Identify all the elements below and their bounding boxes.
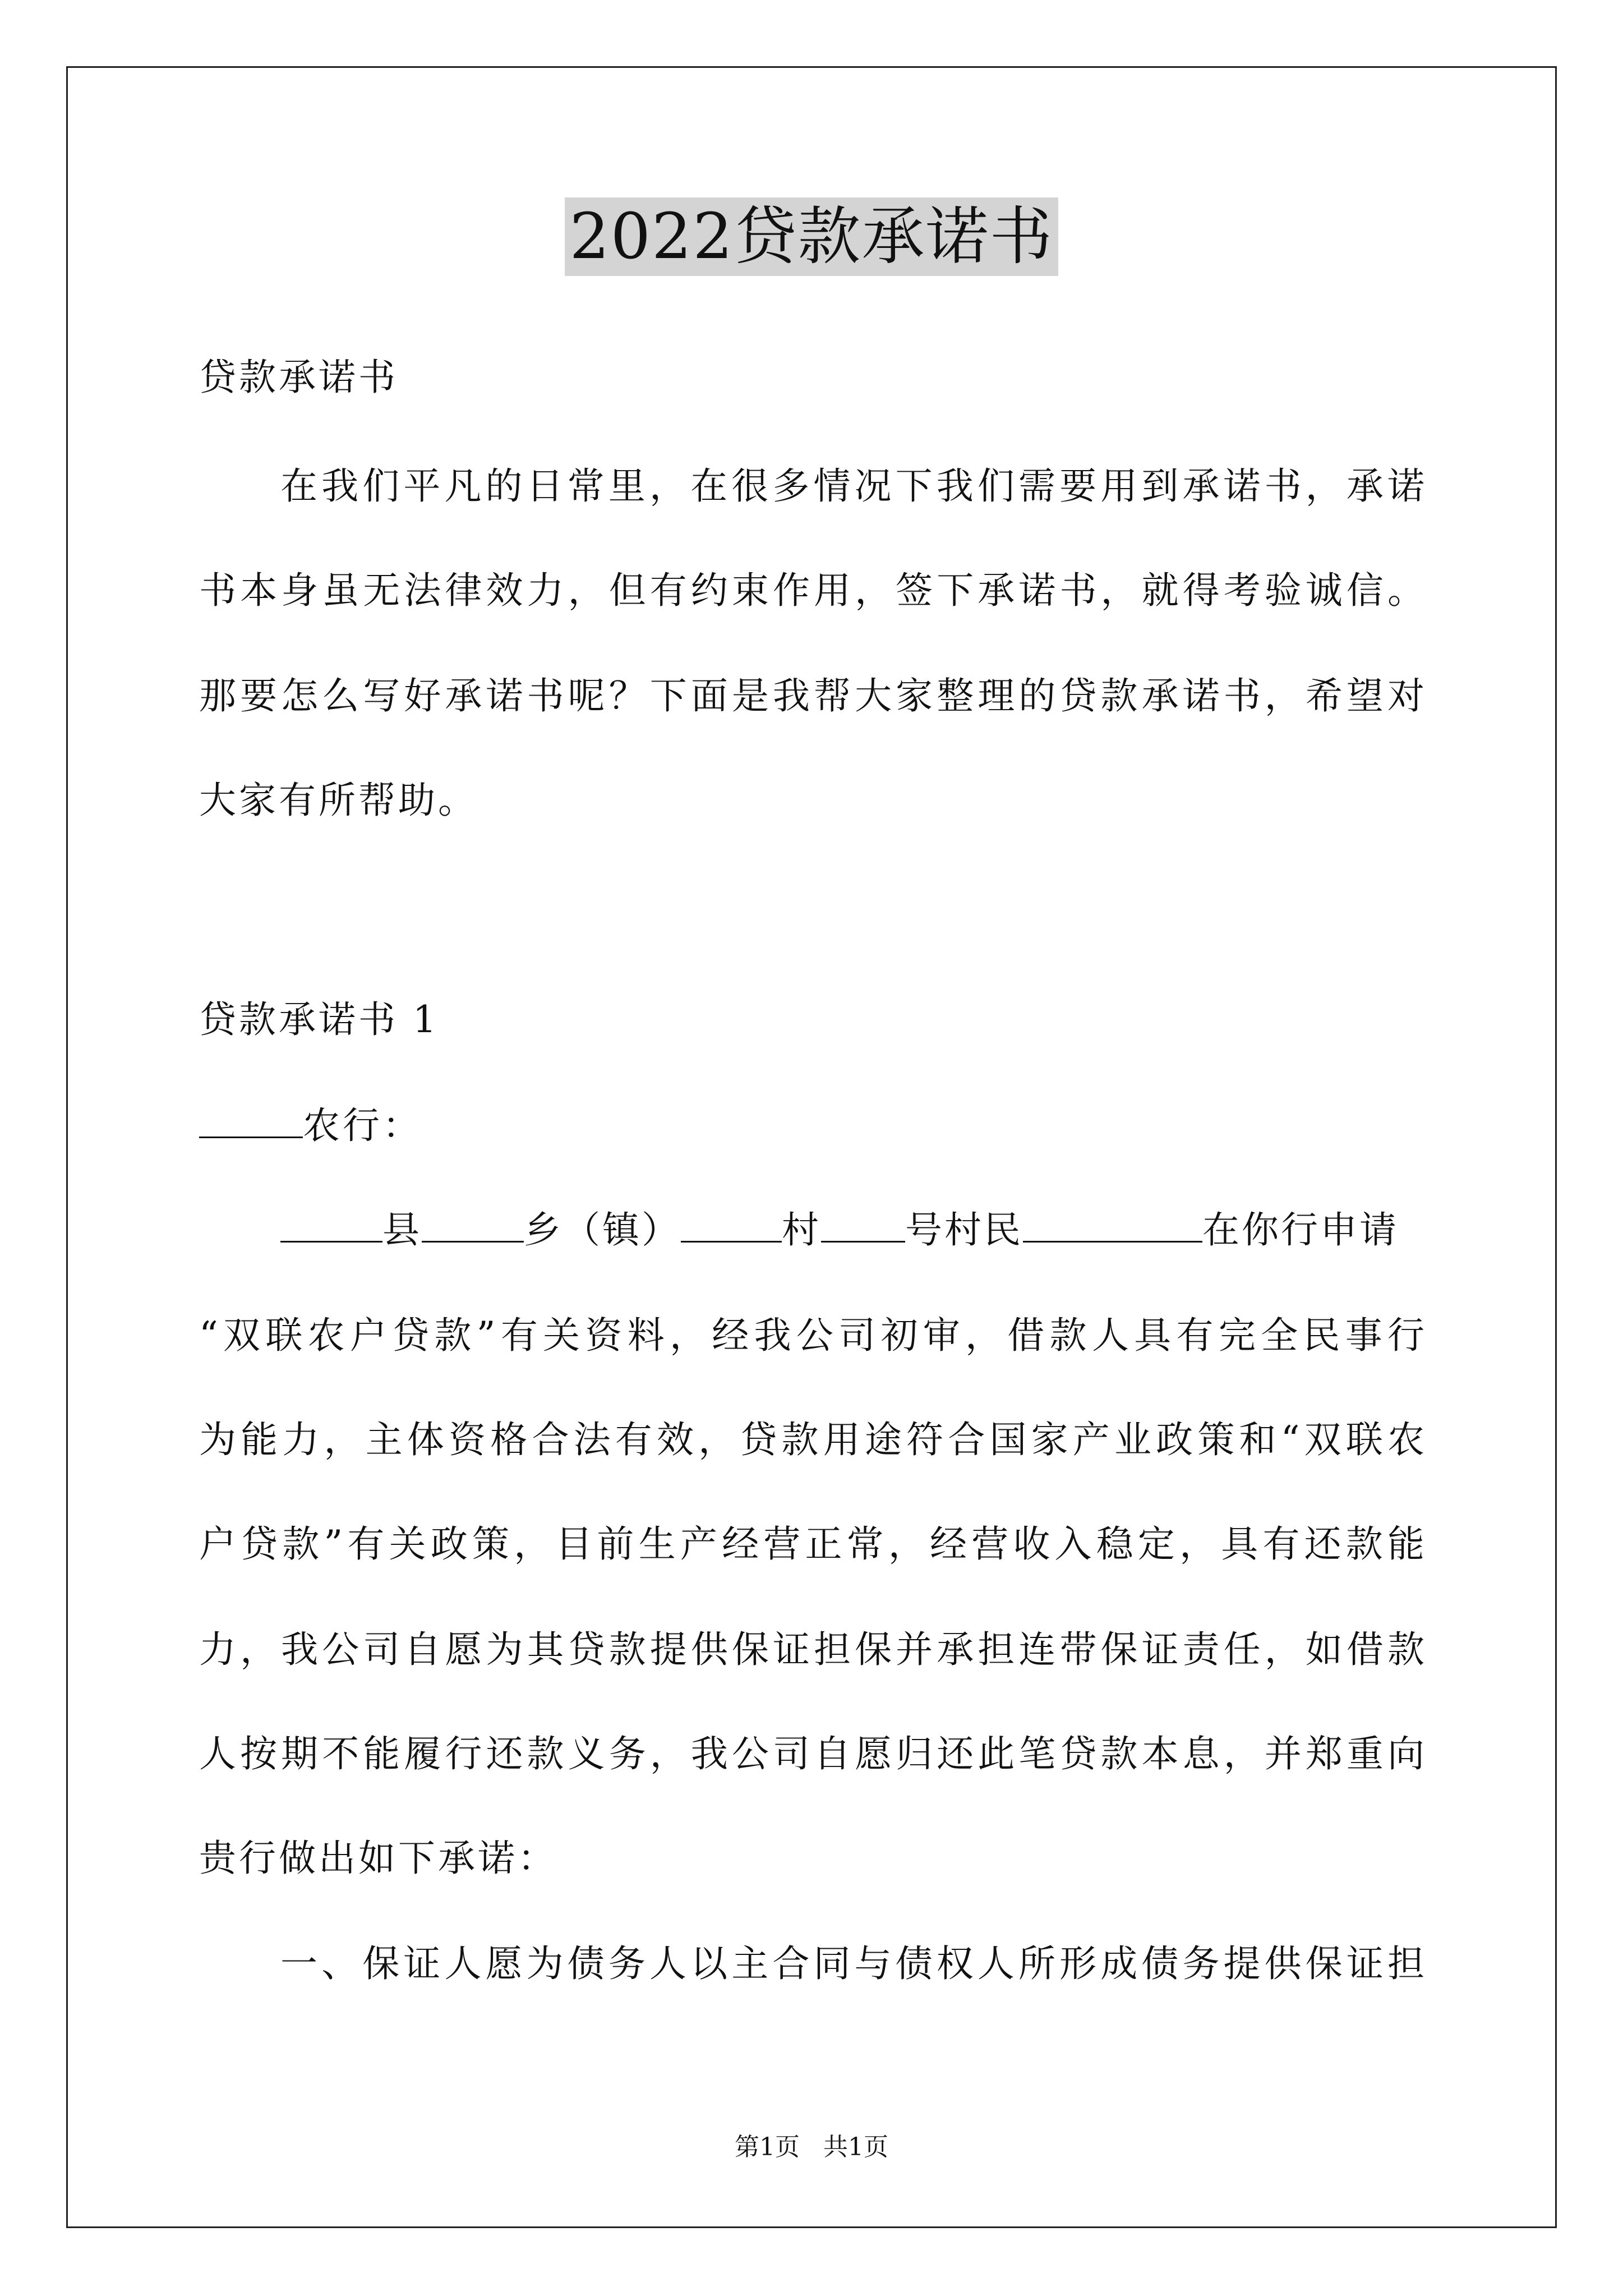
clause-1-line: 一、保证人愿为债务人以主合同与债权人所形成债务提供保证担 [280,1942,1424,1985]
apply-text: 在你行申请 [1202,1208,1399,1251]
body-line-4: 力，我公司自愿为其贷款提供保证担保并承担连带保证责任，如借款 [199,1628,1424,1671]
village-blank [681,1206,782,1243]
body-line-6: 贵行做出如下承诺： [199,1837,557,1880]
addressee-blank [199,1102,303,1138]
intro-line-3: 那要怎么写好承诺书呢？下面是我帮大家整理的贷款承诺书，希望对 [199,674,1424,717]
body-line-5: 人按期不能履行还款义务，我公司自愿归还此笔贷款本息，并郑重向 [199,1732,1424,1775]
township-blank [422,1206,524,1243]
form-line [280,1205,1399,1255]
villager-name-blank [1023,1206,1202,1243]
intro-line-4: 大家有所帮助。 [199,779,478,822]
document-title: 2022贷款承诺书 [565,197,1058,276]
addressee-text: 农行： [303,1104,422,1147]
section-heading: 贷款承诺书 1 [199,998,439,1041]
township-label: 乡（镇） [524,1208,681,1251]
intro-line-1: 在我们平凡的日常里，在很多情况下我们需要用到承诺书，承诺 [280,464,1424,508]
body-line-3: 户贷款”有关政策，目前生产经营正常，经营收入稳定，具有还款能 [199,1522,1424,1566]
page-footer: 第1页 共1页 [735,2133,888,2161]
number-blank [821,1206,905,1243]
county-label: 县 [382,1208,422,1251]
villager-label: 号村民 [905,1208,1023,1251]
document-subtitle: 贷款承诺书 [199,356,398,399]
addressee-line [199,1101,422,1151]
village-label: 村 [782,1208,821,1251]
intro-line-2: 书本身虽无法律效力，但有约束作用，签下承诺书，就得考验诚信。 [199,569,1424,612]
title-container [0,197,1623,276]
county-blank [280,1206,382,1243]
body-line-2: 为能力，主体资格合法有效，贷款用途符合国家产业政策和“双联农 [199,1418,1424,1461]
body-line-1: “双联农户贷款”有关资料，经我公司初审，借款人具有完全民事行 [199,1314,1424,1357]
